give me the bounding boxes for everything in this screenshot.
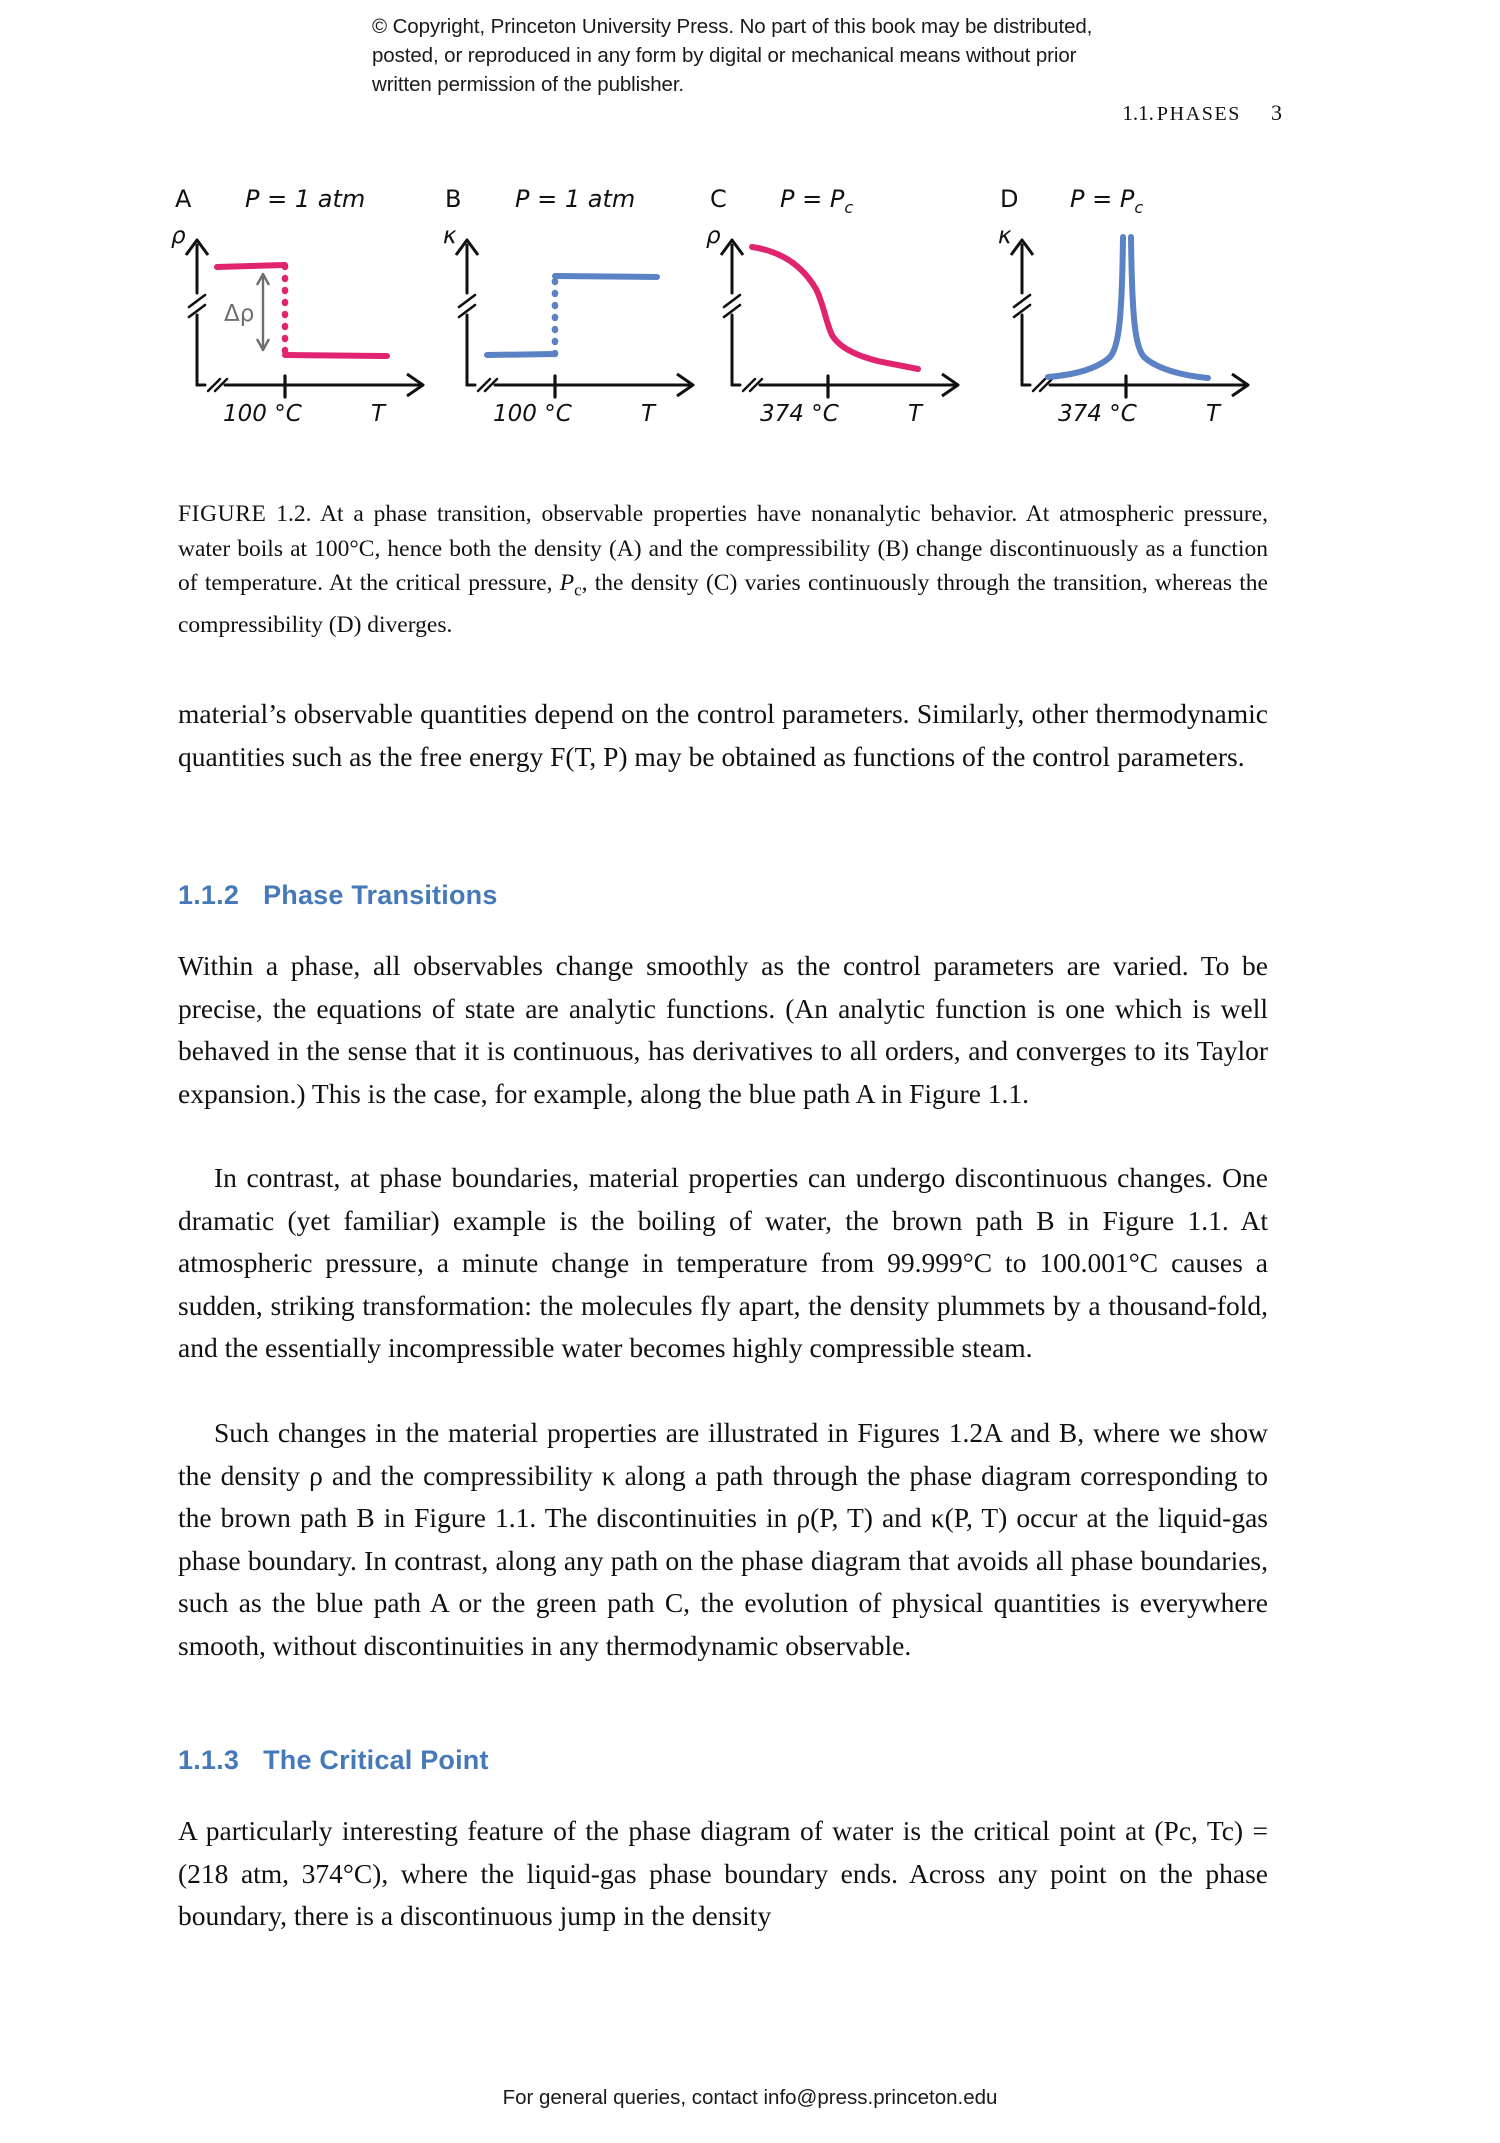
body-paragraph-3: In contrast, at phase boundaries, material properties can undergo discontinuous changes. One dramatic (yet familiar) example is the boiling of water, the brown path B in Figure 1.1. At atmospheric pressure, a minute change in temperature from 99.999°C to 100.001°C causes a sudden, striking transformation: the molecules fly apart, the density plummets by a thousand-fold, and the essentially incompressible water becomes highly compressible steam. [178, 1162, 1268, 1363]
panel-b-x-axis-label: T [641, 401, 656, 427]
panel-c-plot [710, 207, 1010, 437]
figure-caption-symbol: P [559, 570, 575, 596]
figure-caption [178, 497, 1268, 643]
running-head-section-number: 1.1. [1122, 101, 1154, 125]
panel-a-x-axis-label: T [371, 401, 386, 427]
panel-d-letter: D [1000, 185, 1019, 213]
figure-caption-symbol-subscript: c [574, 580, 582, 600]
figure-caption-text-part1: At a phase transition, observable properties have nonanalytic behavior. At atmospheric pressure, water boils at 100°C, hence both the density (A) and the compressibility (B) change discontinuously as a function of temperature. At the critical pressure, [178, 501, 1268, 596]
panel-c-y-axis-label: ρ [706, 223, 721, 249]
panel-a-curve-liquid [217, 265, 285, 267]
panel-b-x-tick-label: 100 °C [493, 401, 572, 427]
panel-c-letter: C [710, 185, 727, 213]
figure-caption-number: 1.2. [276, 501, 312, 527]
body-paragraph-2: Within a phase, all observables change smoothly as the control parameters are varied. To be precise, the equations of state are analytic functions. (An analytic function is one which is well behaved in the sense that it is continuous, has derivatives to all orders, and converges to its Taylor expansion.) This is the case, for example, along the blue path A in Figure 1.1. [178, 950, 1268, 1109]
panel-d-y-axis-label: κ [998, 223, 1012, 249]
panel-c-curve-density [752, 247, 918, 369]
figure-1-2 [0, 185, 1500, 460]
panel-a-y-axis-label: ρ [171, 223, 186, 249]
figure-panel-b [445, 185, 745, 460]
body-paragraph-5: A particularly interesting feature of the phase diagram of water is the critical point at (Pc, Tc) = (218 atm, 374°C), where the liquid-gas phase boundary ends. Across any point on the phase boundary, there is a discontinuous jump in the density [178, 1815, 1268, 1931]
panel-b-curve-liquid [487, 354, 555, 355]
running-head-section-title: PHASES [1156, 103, 1241, 125]
panel-d-x-tick-label: 374 °C [1058, 401, 1137, 427]
panel-c-condition-subscript: c [844, 197, 854, 217]
panel-a-curve-gas [285, 355, 387, 356]
panel-d-plot [1000, 207, 1300, 437]
copyright-notice: © Copyright, Princeton University Press. No part of this book may be distributed, posted, or reproduced in any form by digital or mechanical means without prior written permission of the publisher. [372, 15, 1093, 96]
figure-caption-label: FIGURE [178, 501, 267, 527]
panel-c-x-tick-label: 374 °C [760, 401, 839, 427]
section-heading-1-1-2 [178, 880, 498, 911]
panel-c-x-axis-label: T [908, 401, 923, 427]
panel-a-x-tick-label: 100 °C [223, 401, 302, 427]
panel-b-y-axis-label: κ [443, 223, 457, 249]
figure-panel-c [706, 185, 1010, 460]
page-number: 3 [1271, 100, 1282, 125]
footer-contact-notice: For general queries, contact info@press.princeton.edu [502, 2086, 998, 2109]
panel-a-plot [175, 207, 475, 437]
section-heading-1-1-3 [178, 1745, 489, 1776]
body-paragraph-1: material’s observable quantities depend on the control parameters. Similarly, other thermodynamic quantities such as the free energy F(T, P) may be obtained as functions of the control parameters. [178, 698, 1268, 772]
panel-d-curve-right-branch [1131, 237, 1208, 378]
body-paragraph-4: Such changes in the material properties are illustrated in Figures 1.2A and B, where we show the density ρ and the compressibility κ along a path through the phase diagram corresponding to the brown path B in Figure 1.1. The discontinuities in ρ(P, T) and κ(P, T) occur at the liquid-gas phase boundary. In contrast, along any path on the phase diagram that avoids all phase boundaries, such as the blue path A or the green path C, the evolution of physical quantities is everywhere smooth, without discontinuities in any thermodynamic observable. [178, 1417, 1268, 1661]
section-heading-1-1-2-title: Phase Transitions [263, 880, 498, 910]
panel-b-condition: P = 1 atm [515, 185, 636, 213]
section-heading-1-1-3-title: The Critical Point [263, 1745, 489, 1775]
figure-panel-d [1000, 185, 1300, 460]
panel-a-condition: P = 1 atm [245, 185, 366, 213]
section-heading-1-1-3-number: 1.1.3 [178, 1745, 240, 1775]
running-head [1122, 100, 1282, 126]
panel-d-x-axis-label: T [1206, 401, 1221, 427]
panel-d-condition-subscript: c [1134, 197, 1144, 217]
section-heading-1-1-2-number: 1.1.2 [178, 880, 240, 910]
panel-d-curve-left-branch [1048, 237, 1123, 377]
panel-d-condition-text: P = P [1070, 185, 1135, 213]
panel-a-delta-rho-annotation: Δρ [224, 301, 255, 327]
panel-a-letter: A [175, 185, 192, 213]
panel-b-letter: B [445, 185, 462, 213]
figure-caption-text-part2: , the density (C) varies continuously through the transition, whereas the compressibility (D) diverges. [178, 570, 1268, 639]
panel-b-curve-gas [555, 276, 657, 277]
panel-b-plot [445, 207, 745, 437]
panel-c-condition-text: P = P [780, 185, 845, 213]
figure-panel-a [171, 185, 475, 460]
